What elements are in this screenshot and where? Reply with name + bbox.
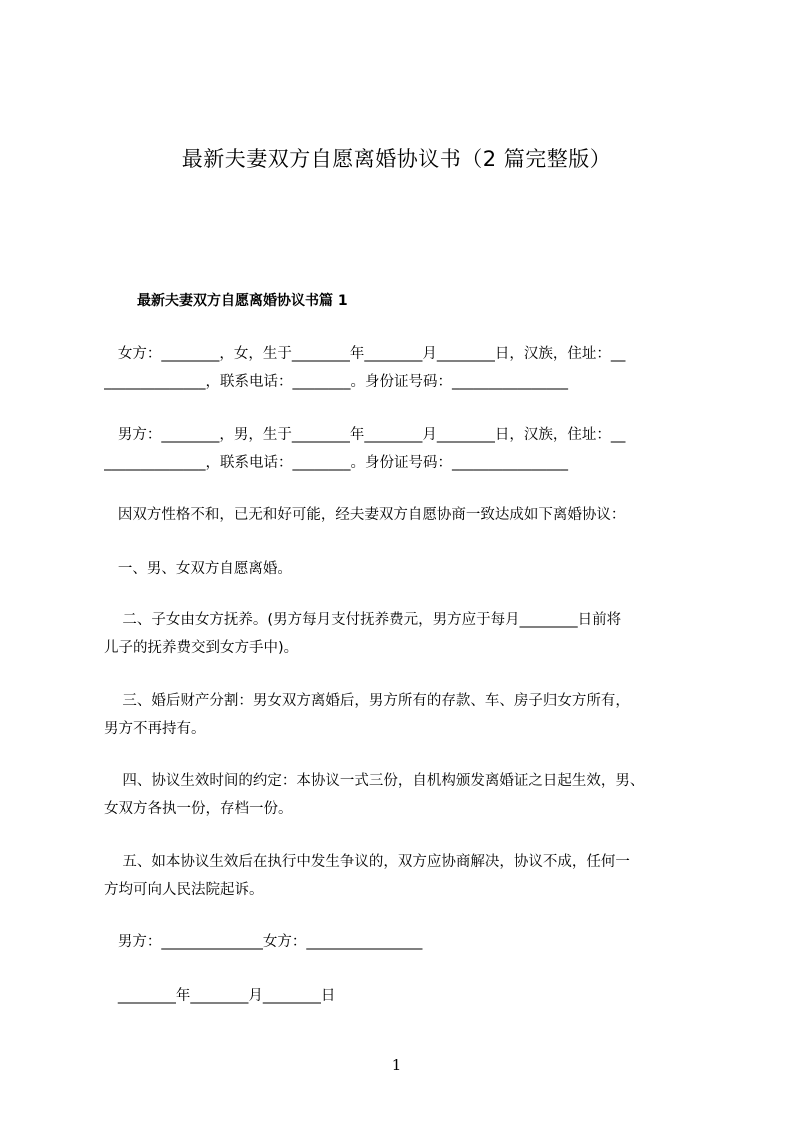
husband-info-line-2: ______________，联系电话：________。身份证号码：________________ [104,455,568,471]
signature-paragraph [104,928,704,956]
clause-3-paragraph [104,687,704,743]
clause-3-line-1: 三、婚后财产分割：男女双方离婚后，男方所有的存款、车、房子归女方所有， [104,693,630,709]
clause-2-line-1: 二、子女由女方抚养。(男方每月支付抚养费元，男方应于每月________日前将 [104,612,622,628]
clause-4-line-2: 女双方各执一份，存档一份。 [104,801,293,817]
signature-line: 男方：______________女方：________________ [104,934,423,950]
page-title: 最新夫妻双方自愿离婚协议书（2 篇完整版） [181,147,612,171]
clause-3-line-2: 男方不再持有。 [104,721,206,737]
date-line: ________年________月________日 [104,988,336,1004]
clause-5-line-2: 方均可向人民法院起诉。 [104,882,264,898]
intro-line: 因双方性格不和，已无和好可能，经夫妻双方自愿协商一致达成如下离婚协议： [104,507,626,523]
section-heading: 最新夫妻双方自愿离婚协议书篇 1 [137,293,348,309]
clause-2-line-2: 儿子的抚养费交到女方手中)。 [104,640,299,656]
page-number: 1 [391,1056,402,1074]
clause-1-paragraph [104,555,704,583]
wife-info-line-1: 女方：________，女，生于________年________月________日，汉族，住址：__ [104,346,626,362]
clause-2-paragraph [104,606,704,662]
intro-paragraph [104,501,704,529]
wife-info-line-2: ______________，联系电话：________。身份证号码：________________ [104,374,568,390]
clause-5-line-1: 五、如本协议生效后在执行中发生争议的，双方应协商解决，协议不成，任何一 [104,854,630,870]
date-paragraph [104,982,704,1010]
clause-4-line-1: 四、协议生效时间的约定：本协议一式三份，自机构颁发离婚证之日起生效，男、 [104,773,645,789]
clause-5-paragraph [104,848,704,904]
wife-info-paragraph [104,340,704,396]
clause-4-paragraph [104,767,704,823]
husband-info-paragraph [104,421,704,477]
husband-info-line-1: 男方：________，男，生于________年________月________日，汉族，住址：__ [104,427,626,443]
clause-1-line: 一、男、女双方自愿离婚。 [104,561,292,577]
